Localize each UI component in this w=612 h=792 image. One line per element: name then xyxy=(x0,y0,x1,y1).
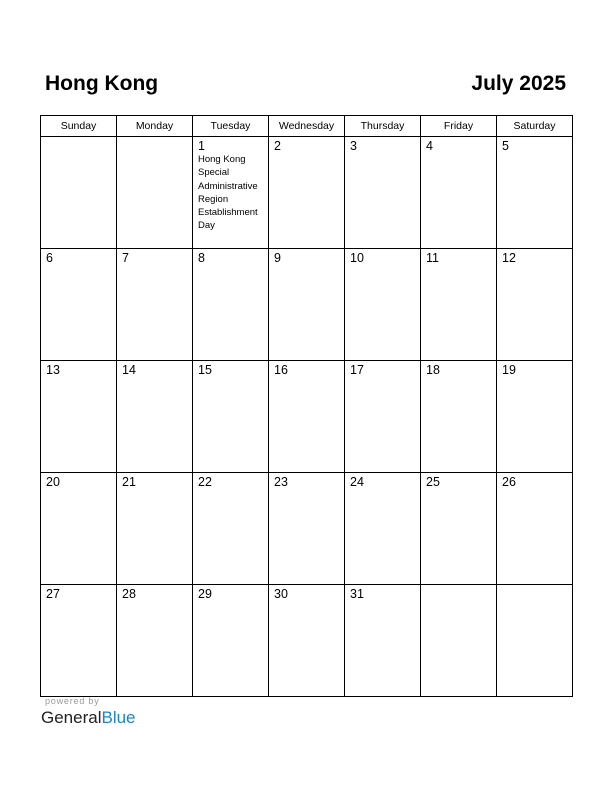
brand-logo xyxy=(41,708,136,728)
day-cell xyxy=(421,361,497,473)
brand-blue-text: Blue xyxy=(101,708,136,727)
day-number: 17 xyxy=(350,363,364,377)
day-cell xyxy=(345,585,421,697)
day-cell xyxy=(41,585,117,697)
day-cell xyxy=(41,361,117,473)
day-number: 24 xyxy=(350,475,364,489)
day-cell xyxy=(497,249,573,361)
day-cell xyxy=(269,137,345,249)
calendar-grid xyxy=(40,115,573,697)
day-number: 23 xyxy=(274,475,288,489)
week-row xyxy=(41,361,573,473)
weekday-header-row xyxy=(41,116,573,137)
day-number: 14 xyxy=(122,363,136,377)
day-cell xyxy=(193,585,269,697)
day-number: 10 xyxy=(350,251,364,265)
day-cell xyxy=(421,137,497,249)
day-number: 30 xyxy=(274,587,288,601)
day-number: 29 xyxy=(198,587,212,601)
weekday-monday: Monday xyxy=(117,116,193,137)
week-row xyxy=(41,249,573,361)
day-number: 13 xyxy=(46,363,60,377)
day-number: 15 xyxy=(198,363,212,377)
day-cell xyxy=(269,249,345,361)
weekday-friday: Friday xyxy=(421,116,497,137)
week-row xyxy=(41,585,573,697)
day-cell xyxy=(41,249,117,361)
day-number: 26 xyxy=(502,475,516,489)
day-cell xyxy=(193,361,269,473)
day-number: 12 xyxy=(502,251,516,265)
day-cell xyxy=(497,585,573,697)
day-number: 3 xyxy=(350,139,357,153)
day-number: 1 xyxy=(198,139,205,153)
day-number: 21 xyxy=(122,475,136,489)
week-row xyxy=(41,137,573,249)
day-number: 6 xyxy=(46,251,53,265)
day-cell xyxy=(193,473,269,585)
day-cell xyxy=(193,137,269,249)
day-cell xyxy=(41,137,117,249)
brand-general-text: General xyxy=(41,708,102,727)
day-number: 7 xyxy=(122,251,129,265)
day-cell xyxy=(345,137,421,249)
calendar-body xyxy=(41,137,573,697)
day-cell xyxy=(421,585,497,697)
day-number: 20 xyxy=(46,475,60,489)
week-row xyxy=(41,473,573,585)
day-number: 9 xyxy=(274,251,281,265)
powered-by-label: powered by xyxy=(45,696,100,706)
day-cell xyxy=(117,361,193,473)
weekday-wednesday: Wednesday xyxy=(269,116,345,137)
day-cell xyxy=(497,361,573,473)
day-number: 2 xyxy=(274,139,281,153)
day-number: 8 xyxy=(198,251,205,265)
day-cell xyxy=(269,585,345,697)
day-cell xyxy=(345,249,421,361)
day-number: 11 xyxy=(426,251,439,265)
day-number: 31 xyxy=(350,587,364,601)
day-number: 4 xyxy=(426,139,433,153)
day-cell xyxy=(269,473,345,585)
day-number: 16 xyxy=(274,363,288,377)
weekday-tuesday: Tuesday xyxy=(193,116,269,137)
region-title: Hong Kong xyxy=(45,72,159,95)
day-number: 22 xyxy=(198,475,212,489)
day-number: 25 xyxy=(426,475,440,489)
day-cell xyxy=(41,473,117,585)
day-cell xyxy=(497,473,573,585)
day-cell xyxy=(117,473,193,585)
day-number: 19 xyxy=(502,363,516,377)
day-cell xyxy=(117,249,193,361)
day-cell xyxy=(345,361,421,473)
day-number: 18 xyxy=(426,363,440,377)
day-number: 5 xyxy=(502,139,509,153)
day-cell xyxy=(345,473,421,585)
day-cell xyxy=(421,249,497,361)
day-cell xyxy=(117,585,193,697)
month-title: July 2025 xyxy=(471,72,566,95)
weekday-sunday: Sunday xyxy=(41,116,117,137)
day-number: 28 xyxy=(122,587,136,601)
day-cell xyxy=(421,473,497,585)
weekday-thursday: Thursday xyxy=(345,116,421,137)
weekday-saturday: Saturday xyxy=(497,116,573,137)
day-cell xyxy=(269,361,345,473)
day-cell xyxy=(497,137,573,249)
day-cell xyxy=(117,137,193,249)
day-cell xyxy=(193,249,269,361)
holiday-label: Hong Kong Special Administrative Region Establishment Day xyxy=(198,154,258,232)
day-number: 27 xyxy=(46,587,60,601)
